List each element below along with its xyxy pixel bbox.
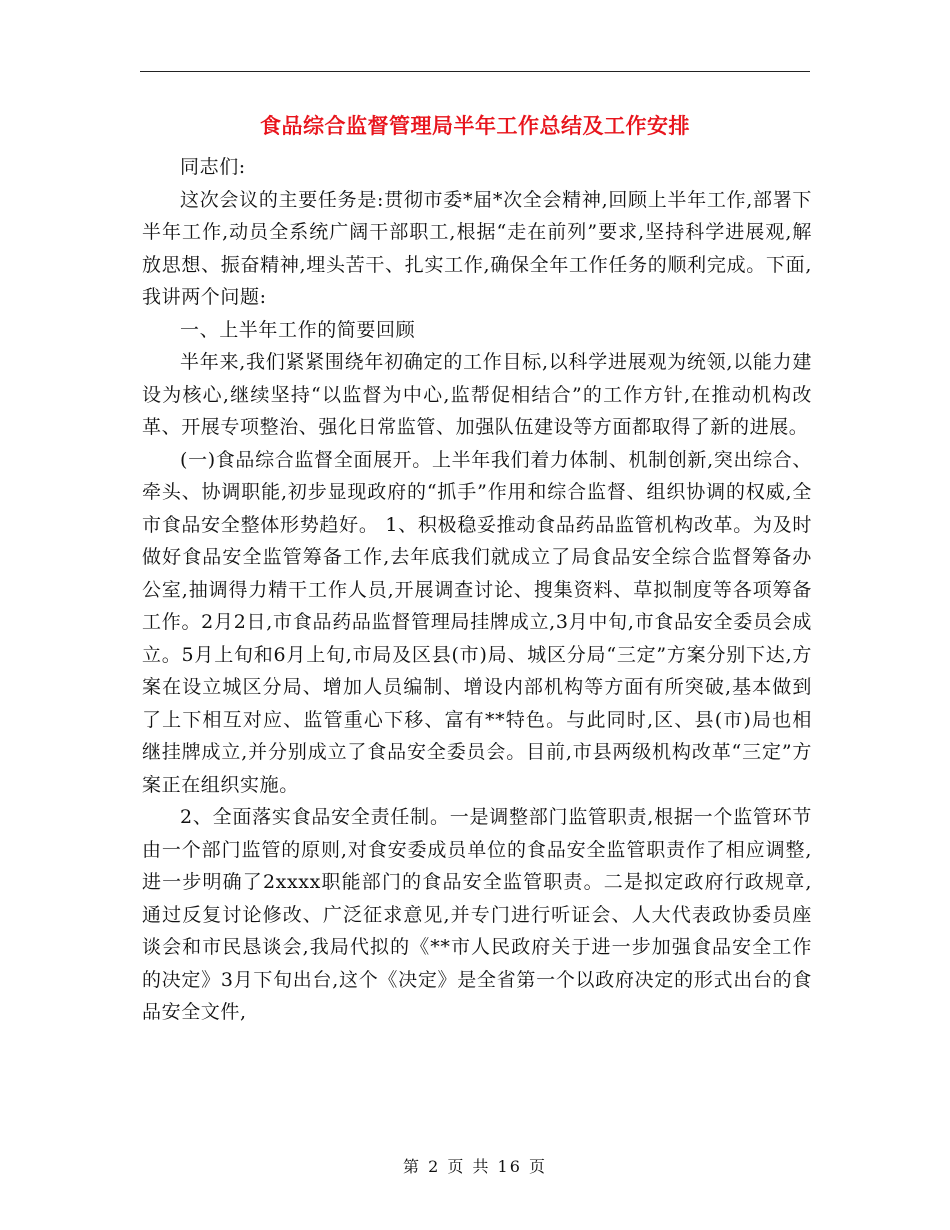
document-title: 食品综合监督管理局半年工作总结及工作安排 xyxy=(260,113,690,138)
body-paragraph: (一)食品综合监督全面展开。上半年我们着力体制、机制创新,突出综合、牵头、协调职能,初步显现政府的“抓手”作用和综合监督、组织协调的权威,全市食品安全整体形势趋好。 1、积极稳妥推动食品药品监管机构改革。为及时做好食品安全监管筹备工作,去年底我们就成立了局食品安全综合监督筹备办公室,抽调得力精干工作人员,开展调查讨论、搜集资料、草拟制度等各项筹备工作。2月2日,市食品药品监督管理局挂牌成立,3月中旬,市食品安全委员会成立。5月上旬和6月上旬,市局及区县(市)局、城区分局“三定”方案分别下达,方案在设立城区分局、增加人员编制、增设内部机构等方面有所突破,基本做到了上下相互对应、监管重心下移、富有**特色。与此同时,区、县(市)局也相继挂牌成立,并分别成立了食品安全委员会。目前,市县两级机构改革“三定”方案正在组织实施。 xyxy=(142,448,812,796)
section-heading: 一、上半年工作的简要回顾 xyxy=(180,318,416,341)
document-body xyxy=(142,151,812,1029)
page-number-footer: 第 2 页 共 16 页 xyxy=(403,1157,547,1176)
intro-paragraph: 这次会议的主要任务是:贯彻市委*届*次全会精神,回顾上半年工作,部署下半年工作,动员全系统广阔干部职工,根据“走在前列”要求,坚持科学进展观,解放思想、振奋精神,埋头苦干、扎实工作,确保全年工作任务的顺利完成。下面,我讲两个问题: xyxy=(142,188,812,308)
salutation-paragraph: 同志们: xyxy=(180,156,246,178)
body-paragraph: 2、全面落实食品安全责任制。一是调整部门监管职责,根据一个监管环节由一个部门监管的原则,对食安委成员单位的食品安全监管职责作了相应调整,进一步明确了2xxxx职能部门的食品安全监管职责。二是拟定政府行政规章,通过反复讨论修改、广泛征求意见,并专门进行听证会、人大代表政协委员座谈会和市民恳谈会,我局代拟的《**市人民政府关于进一步加强食品安全工作的决定》3月下旬出台,这个《决定》是全省第一个以政府决定的形式出台的食品安全文件, xyxy=(142,806,812,1023)
body-paragraph: 半年来,我们紧紧围绕年初确定的工作目标,以科学进展观为统领,以能力建设为核心,继续坚持“以监督为中心,监帮促相结合”的工作方针,在推动机构改革、开展专项整治、强化日常监管、加强队伍建设等方面都取得了新的进展。 xyxy=(142,351,812,438)
header-rule xyxy=(140,71,810,72)
